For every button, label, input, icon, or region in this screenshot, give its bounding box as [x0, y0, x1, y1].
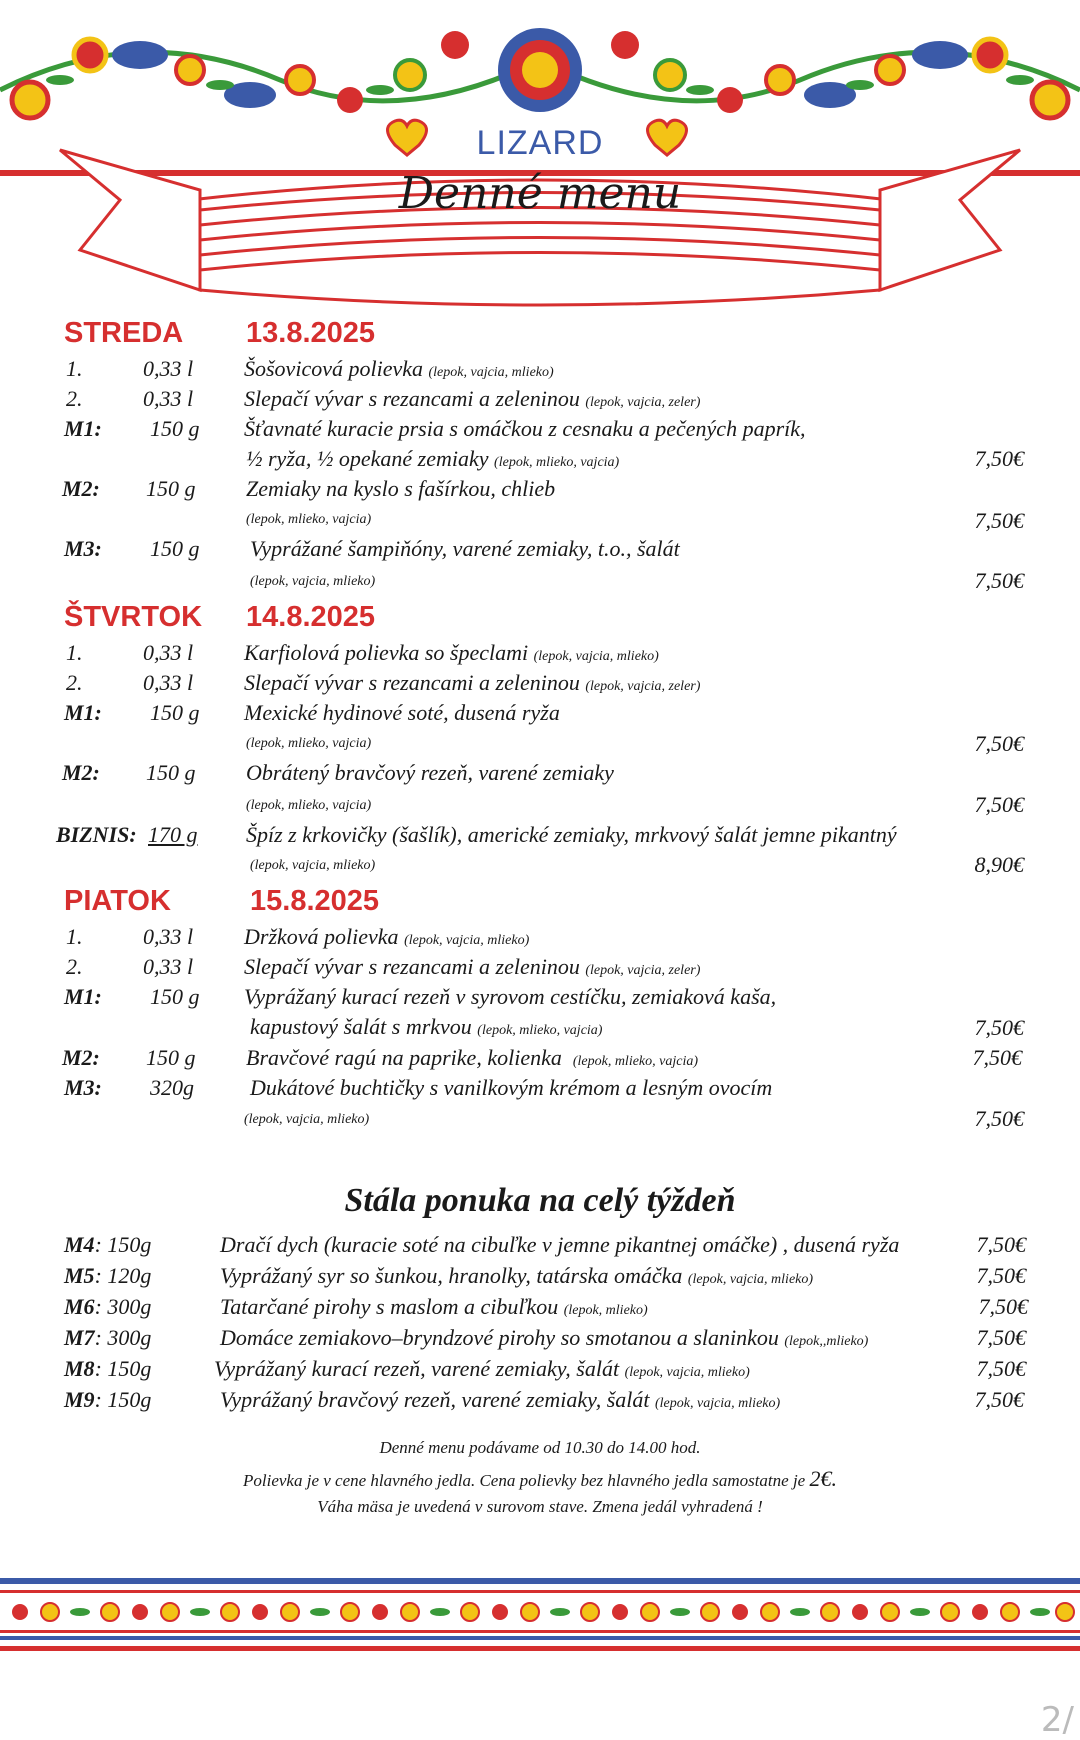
item-code: 2. [66, 386, 83, 411]
item-price: 7,50€ [974, 792, 1024, 817]
item-price: 7,50€ [974, 1015, 1024, 1040]
item-code: M6 [64, 1294, 95, 1319]
day-heading: ŠTVRTOK [64, 601, 203, 633]
item-price: 7,50€ [976, 1325, 1026, 1350]
item-quantity: 150 g [146, 760, 196, 785]
allergens: (lepok, vajcia, zeler) [585, 679, 701, 694]
allergens: (lepok, vajcia, zeler) [585, 963, 701, 978]
soup-price-note-text: Polievka je v cene hlavného jedla. Cena polievky bez hlavného jedla samostatne je [243, 1471, 810, 1490]
item-quantity: 150 g [150, 700, 200, 725]
item-code: M3: [64, 536, 102, 561]
item-price: 8,90€ [974, 852, 1024, 877]
item-quantity: : 120g [94, 1263, 152, 1288]
dish-name: Vyprážaný bravčový rezeň, varené zemiaky, šalát [220, 1387, 650, 1412]
item-code: 2. [66, 954, 83, 979]
allergens: (lepok, vajcia, zeler) [585, 395, 701, 410]
dish-name: Špíz z krkovičky (šašlík), americké zemiaky, mrkvový šalát jemne pikantný [246, 822, 897, 847]
item-code: M5 [64, 1263, 95, 1288]
item-quantity: : 300g [94, 1325, 152, 1350]
allergens: (lepok, vajcia, mlieko) [624, 1365, 750, 1380]
item-price: 7,50€ [976, 1356, 1026, 1381]
item-price: 7,50€ [974, 508, 1024, 533]
item-quantity: 150 g [146, 476, 196, 501]
item-code: M2: [62, 760, 100, 785]
list-item [64, 1325, 151, 1351]
dish-name: Obrátený bravčový rezeň, varené zemiaky [246, 760, 614, 785]
allergens: (lepok, vajcia, mlieko) [244, 1112, 370, 1127]
weekly-offer-title: Stála ponuka na celý týždeň [344, 1182, 736, 1219]
serving-hours-note: Denné menu podávame od 10.30 do 14.00 hod. [379, 1438, 701, 1457]
day-date: 13.8.2025 [246, 317, 376, 349]
item-quantity: : 150g [94, 1232, 152, 1257]
brand-logo-text: LIZARD [476, 124, 604, 162]
allergens: (lepok, mlieko, vajcia) [246, 736, 372, 751]
item-quantity: 150 g [150, 416, 200, 441]
item-code: M9 [64, 1387, 95, 1412]
dish-name: Karfiolová polievka so špeclami [244, 640, 529, 665]
day-heading: PIATOK [64, 885, 171, 917]
dish-name: Vyprážaný kurací rezeň, varené zemiaky, šalát [214, 1356, 620, 1381]
dish-name: Bravčové ragú na paprike, kolienka [246, 1045, 562, 1070]
item-quantity: 320g [150, 1075, 194, 1100]
dish-name: Šťavnaté kuracie prsia s omáčkou z cesnaku a pečených paprík, [244, 416, 806, 441]
allergens: (lepok, mlieko, vajcia) [246, 798, 372, 813]
allergens: (lepok, vajcia, mlieko) [687, 1272, 814, 1287]
item-quantity: 170 g [148, 822, 198, 847]
allergens: (lepok, vajcia, mlieko) [250, 574, 376, 589]
allergens: (lepok, vajcia, mlieko) [250, 858, 376, 873]
item-quantity: 150 g [146, 1045, 196, 1070]
page-number: 2/ [1040, 1700, 1074, 1740]
dish-name: Dukátové buchtičky s vanilkovým krémom a lesným ovocím [250, 1075, 773, 1100]
item-code: M4 [64, 1232, 95, 1257]
day-date: 15.8.2025 [250, 885, 380, 917]
item-code: M1: [64, 700, 102, 725]
item-price: 7,50€ [974, 568, 1024, 593]
day-heading: STREDA [64, 317, 184, 349]
item-code: M3: [64, 1075, 102, 1100]
list-item [64, 1387, 151, 1413]
item-price: 7,50€ [978, 1294, 1028, 1319]
item-price: 7,50€ [974, 1387, 1024, 1412]
dish-name-continued: kapustový šalát s mrkvou [250, 1014, 472, 1039]
allergens: (lepok,,mlieko) [784, 1334, 869, 1349]
item-code: BIZNIS: [56, 822, 137, 847]
item-price: 7,50€ [974, 1106, 1024, 1131]
item-code: M1: [64, 984, 102, 1009]
dish-name: Vyprážané šampiňóny, varené zemiaky, t.o., šalát [250, 536, 680, 561]
item-code: M2: [62, 476, 100, 501]
folk-border-icon [0, 1570, 1080, 1670]
item-price: 7,50€ [974, 446, 1024, 471]
allergens: (lepok, mlieko) [563, 1303, 648, 1318]
weight-disclaimer: Váha mäsa je uvedená v surovom stave. Zmena jedál vyhradená ! [317, 1497, 763, 1516]
dish-name: Držková polievka [244, 924, 399, 949]
item-quantity: 0,33 l [143, 924, 194, 949]
item-quantity: : 150g [94, 1356, 152, 1381]
item-price: 7,50€ [972, 1045, 1022, 1070]
allergens: (lepok, mlieko, vajcia) [246, 512, 372, 527]
allergens: (lepok, mlieko, vajcia) [494, 455, 620, 470]
list-item [64, 1356, 151, 1382]
allergens: (lepok, vajcia, mlieko) [404, 933, 530, 948]
dish-name: Mexické hydinové soté, dusená ryža [244, 700, 560, 725]
dish-name-continued: ½ ryža, ½ opekané zemiaky [246, 446, 489, 471]
list-item [64, 1294, 151, 1320]
allergens: (lepok, vajcia, mlieko) [655, 1396, 781, 1411]
dish-name: Zemiaky na kyslo s fašírkou, chlieb [246, 476, 556, 501]
allergens: (lepok, vajcia, mlieko) [428, 365, 554, 380]
dish-name: Vyprážaný syr so šunkou, hranolky, tatárska omáčka [220, 1263, 683, 1288]
list-item [64, 1232, 151, 1258]
dish-name: Domáce zemiakovo–bryndzové pirohy so smotanou a slaninkou [220, 1325, 779, 1350]
dish-name: Dračí dych (kuracie soté na cibuľke v jemne pikantnej omáčke) , dusená ryža [220, 1232, 900, 1257]
dish-name: Slepačí vývar s rezancami a zeleninou [244, 386, 580, 411]
item-quantity: 150 g [150, 984, 200, 1009]
list-item [64, 1263, 151, 1289]
soup-price-value: 2€. [809, 1466, 837, 1491]
soup-price-note [0, 1466, 1080, 1492]
item-code: 1. [66, 640, 83, 665]
dish-name: Šošovicová polievka [244, 356, 423, 381]
item-code: M8 [64, 1356, 95, 1381]
item-quantity: 150 g [150, 536, 200, 561]
item-price: 7,50€ [974, 731, 1024, 756]
item-code: 1. [66, 924, 83, 949]
item-code: 2. [66, 670, 83, 695]
item-quantity: : 150g [94, 1387, 152, 1412]
item-quantity: 0,33 l [143, 386, 194, 411]
item-code: M2: [62, 1045, 100, 1070]
allergens: (lepok, mlieko, vajcia) [572, 1054, 699, 1069]
dish-name: Tatarčané pirohy s maslom a cibuľkou [220, 1294, 559, 1319]
allergens: (lepok, vajcia, mlieko) [533, 649, 659, 664]
item-price: 7,50€ [976, 1263, 1026, 1288]
dish-name: Vyprážaný kurací rezeň v syrovom cestíčku, zemiaková kaša, [244, 984, 777, 1009]
item-code: M7 [64, 1325, 95, 1350]
dish-name: Slepačí vývar s rezancami a zeleninou [244, 954, 580, 979]
item-code: M1: [64, 416, 102, 441]
item-quantity: 0,33 l [143, 640, 194, 665]
allergens: (lepok, mlieko, vajcia) [477, 1023, 603, 1038]
folk-footer-border [0, 1570, 1080, 1670]
item-quantity: 0,33 l [143, 356, 194, 381]
dish-name: Slepačí vývar s rezancami a zeleninou [244, 670, 580, 695]
page-title: Denné menu [398, 168, 682, 219]
item-code: 1. [66, 356, 83, 381]
item-quantity: 0,33 l [143, 670, 194, 695]
item-quantity: 0,33 l [143, 954, 194, 979]
item-quantity: : 300g [94, 1294, 152, 1319]
item-price: 7,50€ [976, 1232, 1026, 1257]
day-date: 14.8.2025 [246, 601, 376, 633]
